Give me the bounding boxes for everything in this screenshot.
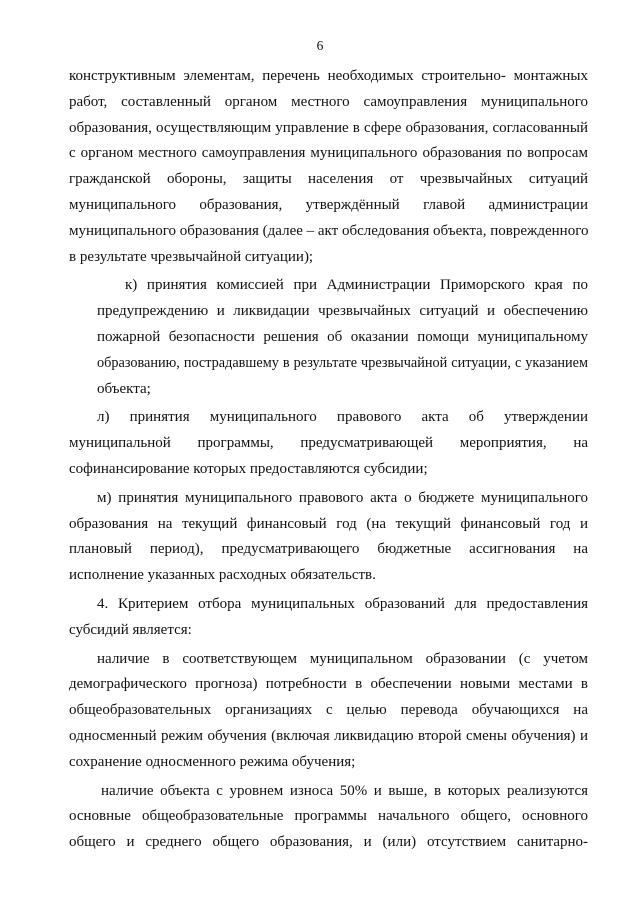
text-line: демографического прогноза) потребности в обеспечении новыми местами в [69,676,588,693]
text-line: в результате чрезвычайной ситуации); [69,248,314,265]
text-line: исполнение указанных расходных обязательств. [69,567,376,584]
text-line: наличие в соответствующем муниципальном образовании (с учетом [97,650,588,667]
paragraph-criterion-places [69,647,588,776]
text-line: работ, составленный органом местного самоуправления муниципального [69,93,588,110]
text-line: к) принятия комиссией при Администрации Приморского края по [125,277,588,294]
paragraph-item-l [69,405,588,482]
text-line: общеобразовательных организациях с целью перевода обучающихся на [69,702,588,719]
text-line: объекта; [97,380,151,397]
text-line: плановый период), предусматривающего бюджетные ассигнования на [69,541,588,558]
text-line: сохранение односменного режима обучения; [69,753,356,770]
text-line: пожарной безопасности решения об оказании помощи муниципальному [97,328,588,345]
text-line: м) принятия муниципального правового акта о бюджете муниципального [97,489,588,506]
text-line: предупреждению и ликвидации чрезвычайных ситуаций и обеспечению [97,303,588,320]
paragraph-item-m [69,486,588,589]
text-line: основные общеобразовательные программы начального общего, основного [69,808,588,825]
document-body [69,64,588,856]
paragraph-section-4 [69,592,588,644]
text-line: образования на текущий финансовый год (на текущий финансовый год и [69,515,588,532]
text-line: л) принятия муниципального правового акта об утверждении [97,409,588,426]
paragraph-criterion-wear [69,779,588,856]
text-line: односменный режим обучения (включая ликвидацию второй смены обучения) и [69,727,588,744]
paragraph-inspection-act [69,64,588,270]
text-line: с органом местного самоуправления муниципального образования по вопросам [69,145,588,162]
text-line: субсидий является: [69,621,192,638]
paragraph-item-k [69,273,588,402]
page-number: 6 [316,38,324,53]
text-line: образования, осуществляющим управление в сфере образования, согласованный [69,119,588,136]
text-line: наличие объекта с уровнем износа 50% и выше, в которых реализуются [101,782,588,799]
text-line: муниципальной программы, предусматривающей мероприятия, на [69,435,588,452]
text-line: гражданской обороны, защиты населения от чрезвычайных ситуаций [69,171,588,188]
text-line: конструктивным элементам, перечень необходимых строительно- монтажных [69,68,588,84]
text-line: муниципального образования, утверждённый главой администрации [69,196,588,213]
text-line: софинансирование которых предоставляются субсидии; [69,460,428,477]
text-line: общего и среднего общего образования, и (или) отсутствием санитарно- [69,834,588,851]
text-line: образованию, пострадавшему в результате чрезвычайной ситуации, с указанием [97,354,588,371]
text-line: муниципального образования (далее – акт обследования объекта, поврежденного [69,222,589,239]
text-line: 4. Критерием отбора муниципальных образований для предоставления [97,595,588,612]
